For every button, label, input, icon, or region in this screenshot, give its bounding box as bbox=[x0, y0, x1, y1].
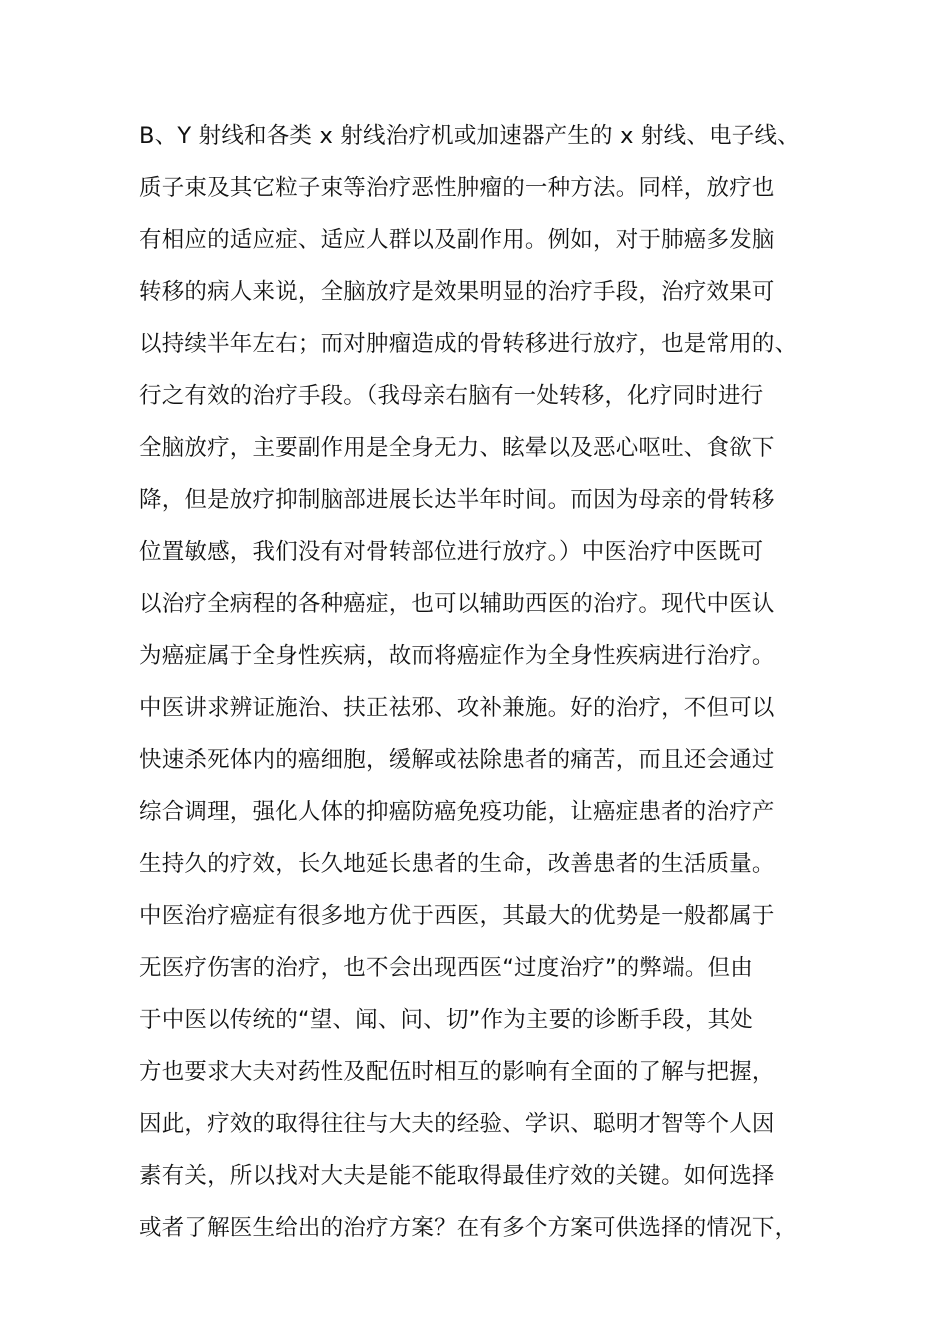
text-line: B、Y 射线和各类 x 射线治疗机或加速器产生的 x 射线、电子线、 bbox=[139, 123, 800, 149]
text-line: 中医讲求辨证施治、扶正祛邪、攻补兼施。好的治疗，不但可以 bbox=[139, 695, 775, 721]
text-line: 以持续半年左右；而对肿瘤造成的骨转移进行放疗，也是常用的、 bbox=[139, 331, 798, 357]
text-line: 行之有效的治疗手段。（我母亲右脑有一处转移，化疗同时进行 bbox=[139, 383, 764, 409]
text-line: 质子束及其它粒子束等治疗恶性肿瘤的一种方法。同样，放疗也 bbox=[139, 175, 775, 201]
text-line: 以治疗全病程的各种癌症，也可以辅助西医的治疗。现代中医认 bbox=[139, 591, 775, 617]
text-line: 为癌症属于全身性疾病，故而将癌症作为全身性疾病进行治疗。 bbox=[139, 643, 775, 669]
text-line: 转移的病人来说，全脑放疗是效果明显的治疗手段，治疗效果可 bbox=[139, 279, 775, 305]
text-line: 位置敏感，我们没有对骨转部位进行放疗。）中医治疗中医既可 bbox=[139, 539, 764, 565]
text-line: 无医疗伤害的治疗，也不会出现西医“过度治疗”的弊端。但由 bbox=[139, 955, 753, 981]
text-line: 中医治疗癌症有很多地方优于西医，其最大的优势是一般都属于 bbox=[139, 903, 775, 929]
text-line: 于中医以传统的“望、闻、问、切”作为主要的诊断手段，其处 bbox=[139, 1007, 753, 1033]
text-line: 生持久的疗效，长久地延长患者的生命，改善患者的生活质量。 bbox=[139, 851, 775, 877]
text-line: 降，但是放疗抑制脑部进展长达半年时间。而因为母亲的骨转移 bbox=[139, 487, 775, 513]
text-line: 全脑放疗，主要副作用是全身无力、眩晕以及恶心呕吐、食欲下 bbox=[139, 435, 775, 461]
text-line: 综合调理，强化人体的抑癌防癌免疫功能，让癌症患者的治疗产 bbox=[139, 799, 775, 825]
text-line: 或者了解医生给出的治疗方案？在有多个方案可供选择的情况下， bbox=[139, 1215, 798, 1241]
text-line: 因此，疗效的取得往往与大夫的经验、学识、聪明才智等个人因 bbox=[139, 1111, 775, 1137]
text-line: 方也要求大夫对药性及配伍时相互的影响有全面的了解与把握， bbox=[139, 1059, 775, 1085]
body-text bbox=[139, 116, 819, 1260]
text-line: 素有关，所以找对大夫是能不能取得最佳疗效的关键。如何选择 bbox=[139, 1163, 775, 1189]
text-line: 快速杀死体内的癌细胞，缓解或祛除患者的痛苦，而且还会通过 bbox=[139, 747, 775, 773]
text-line: 有相应的适应症、适应人群以及副作用。例如，对于肺癌多发脑 bbox=[139, 227, 775, 253]
